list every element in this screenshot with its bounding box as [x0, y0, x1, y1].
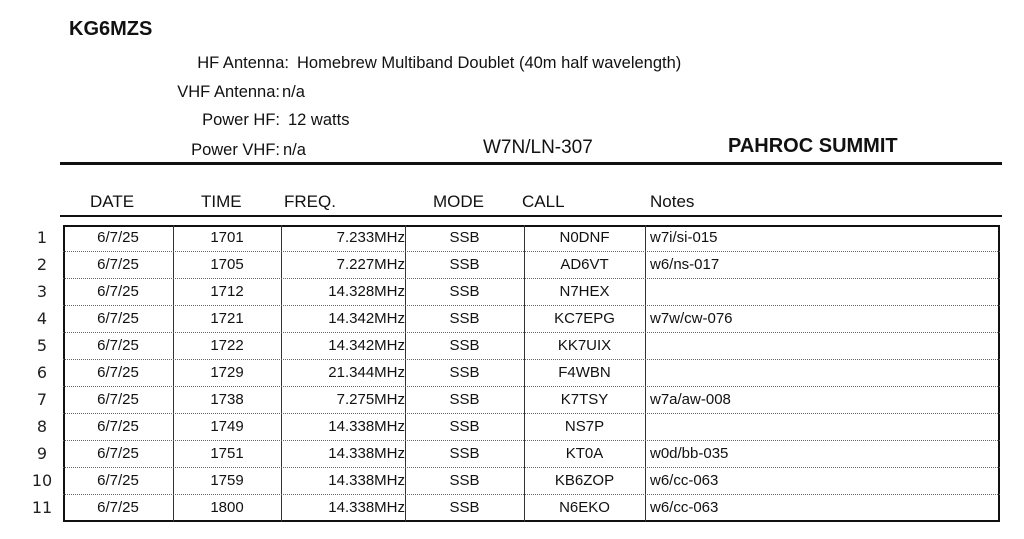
cell-notes: w7i/si-015 [650, 229, 718, 246]
power-hf-label: Power HF: [202, 111, 280, 129]
power-vhf-row [40, 139, 280, 161]
cell-freq: 14.338MHz [328, 499, 405, 516]
cell-call: N6EKO [559, 499, 610, 516]
vhf-antenna-value: n/a [282, 83, 305, 101]
cell-date: 6/7/25 [97, 229, 139, 246]
cell-time: 1751 [210, 445, 244, 462]
cell-call: N0DNF [559, 229, 610, 246]
cell-freq: 7.275MHz [336, 391, 405, 408]
col-header-notes: Notes [650, 192, 695, 211]
cell-freq: 21.344MHz [328, 364, 405, 381]
col-header-time: TIME [201, 192, 242, 211]
cell-notes: w7a/aw-008 [650, 391, 731, 408]
cell-mode: SSB [449, 337, 480, 354]
cell-mode: SSB [449, 364, 480, 381]
cell-date: 6/7/25 [97, 337, 139, 354]
cell-notes [650, 363, 990, 383]
table-row [63, 414, 1000, 441]
cell-time: 1729 [210, 364, 244, 381]
cell-mode: SSB [449, 256, 480, 273]
row-number: 1 [36, 228, 48, 247]
cell-date: 6/7/25 [97, 499, 139, 516]
power-vhf-value: n/a [283, 141, 306, 159]
cell-call: KC7EPG [554, 310, 615, 327]
table-row [63, 441, 1000, 468]
table-row [63, 468, 1000, 495]
cell-call: AD6VT [560, 256, 609, 273]
cell-date: 6/7/25 [97, 391, 139, 408]
cell-date: 6/7/25 [97, 310, 139, 327]
table-row [63, 387, 1000, 414]
power-vhf-label: Power VHF: [191, 141, 280, 159]
cell-notes [650, 282, 990, 302]
cell-call: KB6ZOP [554, 472, 615, 489]
vhf-antenna-row [40, 81, 280, 103]
row-number: 11 [31, 498, 53, 517]
cell-date: 6/7/25 [97, 256, 139, 273]
row-number: 7 [36, 390, 48, 409]
table-row [63, 252, 1000, 279]
cell-freq: 14.342MHz [328, 310, 405, 327]
cell-date: 6/7/25 [97, 364, 139, 381]
row-number: 10 [31, 471, 53, 490]
col-header-freq: FREQ. [284, 192, 336, 211]
summit-name: PAHROC SUMMIT [728, 135, 898, 157]
cell-time: 1738 [210, 391, 244, 408]
cell-time: 1800 [210, 499, 244, 516]
cell-time: 1712 [210, 283, 244, 300]
row-number: 5 [36, 336, 48, 355]
row-number: 2 [36, 255, 48, 274]
cell-notes [650, 417, 990, 437]
cell-notes: w6/cc-063 [650, 499, 719, 516]
cell-freq: 7.227MHz [336, 256, 405, 273]
cell-freq: 7.233MHz [336, 229, 405, 246]
hf-antenna-label: HF Antenna: [197, 54, 289, 72]
table-row [63, 306, 1000, 333]
cell-date: 6/7/25 [97, 418, 139, 435]
hf-antenna-value: Homebrew Multiband Doublet (40m half wavelength) [297, 54, 682, 72]
cell-time: 1701 [210, 229, 244, 246]
row-number: 6 [36, 363, 48, 382]
cell-mode: SSB [449, 445, 480, 462]
col-header-date: DATE [90, 192, 135, 211]
cell-freq: 14.342MHz [328, 337, 405, 354]
cell-mode: SSB [449, 499, 480, 516]
cell-call: N7HEX [559, 283, 610, 300]
cell-time: 1759 [210, 472, 244, 489]
cell-mode: SSB [449, 229, 480, 246]
vhf-antenna-label: VHF Antenna: [177, 83, 280, 101]
table-row [63, 495, 1000, 521]
cell-time: 1722 [210, 337, 244, 354]
cell-time: 1705 [210, 256, 244, 273]
cell-call: K7TSY [560, 391, 609, 408]
cell-notes: w0d/bb-035 [650, 445, 729, 462]
table-row [63, 225, 1000, 252]
row-number: 9 [36, 444, 48, 463]
table-row [63, 333, 1000, 360]
col-header-mode: MODE [433, 192, 484, 211]
cell-mode: SSB [449, 283, 480, 300]
cell-date: 6/7/25 [97, 445, 139, 462]
table-row [63, 279, 1000, 306]
cell-call: F4WBN [558, 364, 611, 381]
cell-mode: SSB [449, 310, 480, 327]
cell-freq: 14.328MHz [328, 283, 405, 300]
cell-call: KK7UIX [557, 337, 612, 354]
cell-date: 6/7/25 [97, 472, 139, 489]
cell-time: 1749 [210, 418, 244, 435]
col-header-call: CALL [522, 192, 565, 211]
cell-notes: w7w/cw-076 [650, 310, 733, 327]
table-row [63, 360, 1000, 387]
row-number: 4 [36, 309, 48, 328]
cell-call: KT0A [565, 445, 604, 462]
cell-time: 1721 [210, 310, 244, 327]
cell-notes [650, 336, 990, 356]
row-number: 3 [36, 282, 48, 301]
cell-call: NS7P [564, 418, 605, 435]
cell-freq: 14.338MHz [328, 445, 405, 462]
cell-freq: 14.338MHz [328, 472, 405, 489]
power-hf-value: 12 watts [288, 111, 350, 129]
cell-mode: SSB [449, 418, 480, 435]
cell-date: 6/7/25 [97, 283, 139, 300]
cell-notes: w6/ns-017 [650, 256, 720, 273]
power-hf-row [40, 109, 280, 131]
row-number: 8 [36, 417, 48, 436]
cell-notes: w6/cc-063 [650, 472, 719, 489]
cell-mode: SSB [449, 472, 480, 489]
cell-mode: SSB [449, 391, 480, 408]
summit-reference: W7N/LN-307 [483, 137, 593, 158]
header-divider [60, 162, 1002, 165]
cell-freq: 14.338MHz [328, 418, 405, 435]
operator-callsign: KG6MZS [69, 18, 153, 40]
table-header-divider [60, 215, 1002, 217]
hf-antenna-row [40, 52, 289, 74]
